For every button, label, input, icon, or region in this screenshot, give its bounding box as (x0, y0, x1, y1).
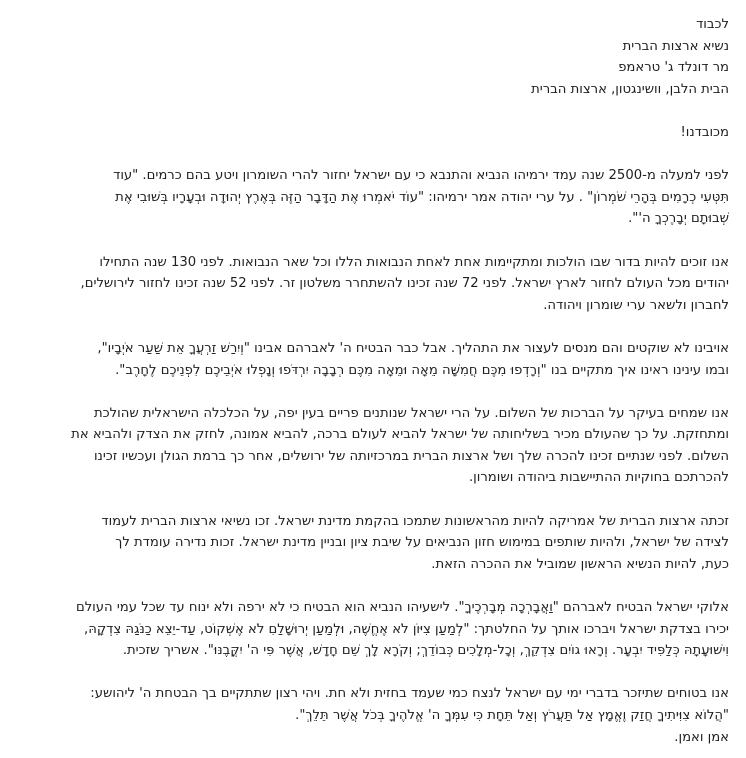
address-line-title: נשיא ארצות הברית (622, 38, 729, 54)
paragraph-6-line: יכירו בצדקת ישראל ויברכו אותך על החלטתך: "לְמַעַן צִיּוֹן לֹא אֶחֱשֶׁה, וּלְמַעַן יְרוּשָׁלַםִ לֹא אֶשְׁקוֹט, עַד-יֵצֵא כַנֹּגַהּ צִדְקָהּ, (84, 621, 729, 637)
paragraph-4 (20, 403, 729, 489)
paragraph-2-line: לחברון ולשאר ערי שומרון ויהודה. (543, 297, 729, 313)
paragraph-1-line: שְׁבוּתָם יְבָרֶכְךָ ה'". (628, 211, 729, 227)
paragraph-7-line: "הֲלוֹא צִוִּיתִיךָ חֲזַק וֶאֱמָץ אַל תַּעֲרֹץ וְאַל תֵּחָת כִּי עִמְּךָ ה' אֱלֹהֶיךָ בְּכֹל אֲשֶׁר תֵּלֵךְ". (295, 708, 729, 723)
address-line-name: מר דונלד ג' טראמפ (618, 60, 729, 76)
paragraph-2-line: אנו זוכים להיות בדור שבו הולכות ומתקיימות אחת לאחת הנבואות הללו וכל שאר הנבואות. לפני 130 שנה התחילו (99, 254, 729, 270)
paragraph-3 (20, 338, 729, 381)
paragraph-1 (20, 165, 729, 230)
paragraph-3-line: אויבינו לא שוקטים והם מנסים לעצור את התהליך. אבל כבר הבטיח ה' לאברהם אבינו "וְיִרַשׁ זַרְעֲךָ אֵת שַׁעַר אֹיְבָיו", (97, 340, 729, 356)
paragraph-7-line: אנו בטוחים שתיזכר בדברי ימי עם ישראל לנצח כמי שעמד בחזית ולא חת. ויהי רצון שתתקיים בך הבטחת ה' ליהושע: (90, 686, 729, 702)
address-line-to: לכבוד (696, 17, 729, 32)
paragraph-4-line: השלום. לפני שנתיים זכינו להכרה שלך ושל ארצות הברית במרכזיותה של ירושלים, אחר כך ברמת הגולן ועכשיו זכינו (93, 448, 729, 464)
paragraph-4-line: להכרתכם בחוקיות ההתיישבות ביהודה ושומרון. (468, 470, 729, 486)
paragraph-2 (20, 252, 729, 317)
paragraph-4-line: ומתחזקת. על כך שהעולם מכיר בשליחותה של ישראל להביא לעולם ברכה, להביא אמונה, לחזק את הצדק ולהביא את (71, 427, 729, 443)
letter-address-block (20, 14, 729, 100)
paragraph-6 (20, 597, 729, 662)
paragraph-4-line: אנו שמחים בעיקר על הברכות של השלום. על הרי ישראל שנותנים פריים בעין יפה, על הכלכלה הישראלית שהולכת (94, 405, 729, 421)
paragraph-1-line: לפני למעלה מ-2500 שנה עמד ירמיהו הנביא והתנבא כי עם ישראל יחזור להרי השומרון ויטע בהם כרמים. "עוד (113, 168, 729, 184)
paragraph-6-line: אלוקי ישראל הבטיח לאברהם "וַאֲבָרְכָה מְבָרְכֶיךָ". לישעיהו הנביא הוא הבטיח כי לא ירפה ולא ינוח עד שכל עמי העולם (75, 600, 729, 616)
paragraph-5-line: לצידה של ישראל, ולהיות שותפים במימוש חזון הנביאים על שיבת ציון ובניין מדינת ישראל. זכות נדירה עומדת לך (115, 535, 729, 551)
letter-greeting: מכובדנו! (680, 124, 729, 140)
paragraph-6-line: וִישׁוּעָתָהּ כְּלַפִּיד יִבְעָר. וְרָאוּ גוֹיִם צִדְקֵךְ, וְכָל-מְלָכִים כְּבוֹדֵךְ; וְקֹרָא לָךְ שֵׁם חָדָשׁ, אֲשֶׁר פִּי ה' יִקֳּבֶנּוּ". אשריך שזכית. (122, 643, 729, 659)
paragraph-7 (20, 683, 729, 748)
paragraph-3-line: ובמו עינינו ראינו איך מתקיים בנו "וְרָדְפוּ מִכֶּם חֲמִשָּׁה מֵאָה וּמֵאָה מִכֶּם רְבָבָה יִרְדֹּפוּ וְנָפְלוּ אֹיְבֵיכֶם לִפְנֵיכֶם לֶחָרֶב". (115, 362, 729, 378)
paragraph-5-line: זכתה ארצות הברית של אמריקה להיות מהראשונות שתמכו בהקמת מדינת ישראל. זכו נשיאי ארצות הברית לעמוד (101, 513, 729, 529)
paragraph-2-line: יהודים מכל העולם לחזור לארץ ישראל. לפני 72 שנה זכינו להשתחרר משלטון זר. לפני 52 שנה זכינו לחזור לירושלים, (80, 276, 729, 292)
letter-closing: אמן ואמן. (674, 729, 729, 745)
address-line-location: הבית הלבן, וושינגטון, ארצות הברית (531, 81, 729, 97)
paragraph-5-line: כעת, להיות הנשיא הראשון שמוביל את ההכרה הזאת. (431, 556, 729, 572)
paragraph-5 (20, 511, 729, 576)
paragraph-1-line: תִּטְּעִי כְרָמִים בְּהָרֵי שֹׁמְרוֹן" . על ערי יהודה אמר ירמיהו: "עוֹד יֹאמְרוּ אֶת הַדָּבָר הַזֶּה בְּאֶרֶץ יְהוּדָה וּבְעָרָיו בְּשׁוּבִי אֶת (115, 189, 729, 205)
